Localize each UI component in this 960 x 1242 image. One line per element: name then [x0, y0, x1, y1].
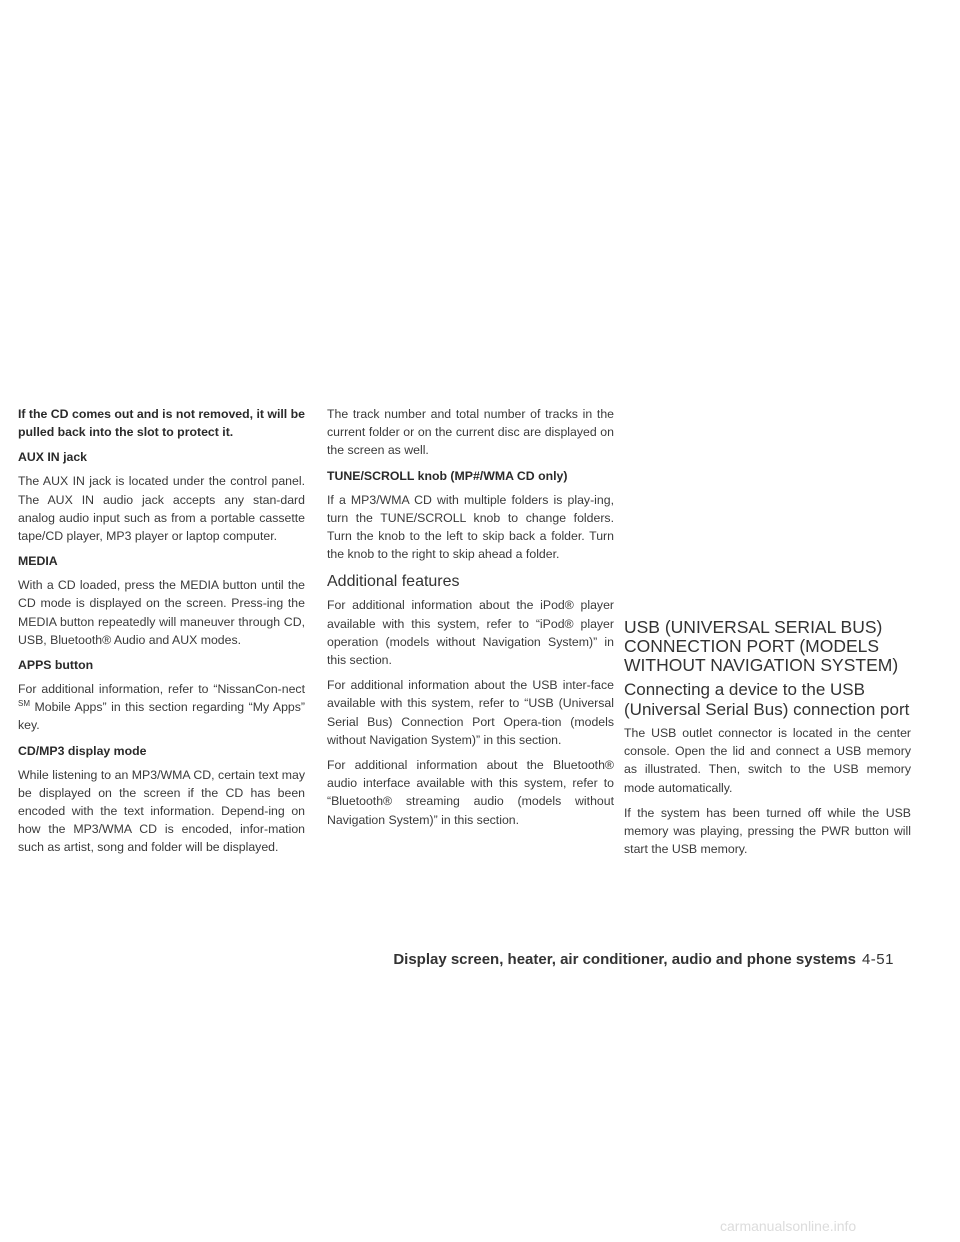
apps-heading: APPS button	[18, 658, 94, 673]
watermark: carmanualsonline.info	[720, 1218, 857, 1234]
usb-paragraph: For additional information about the USB inter-face available with this system, refer to “USB (Universal Serial Bus) Connection Port Opera-tion (models without Navigation System)” in this section.	[327, 678, 614, 747]
page-number: 4-51	[861, 951, 894, 968]
additional-features-heading: Additional features	[327, 573, 460, 591]
usb-resume-paragraph: If the system has been turned off while the USB memory was playing, pressing the PWR button will start the USB memory.	[624, 805, 911, 857]
media-heading: MEDIA	[18, 554, 58, 569]
aux-heading: AUX IN jack	[18, 450, 88, 465]
usb-section-heading: USB (UNIVERSAL SERIAL BUS) CONNECTION PORT (MODELS WITHOUT NAVIGATION SYSTEM)	[624, 617, 899, 675]
service-mark: SM	[18, 699, 30, 709]
middle-column	[327, 405, 614, 836]
usb-connect-heading: Connecting a device to the USB (Universal Serial Bus) connection port	[624, 680, 910, 719]
chapter-title: Display screen, heater, air conditioner, audio and phone systems	[393, 951, 856, 968]
cd-display-paragraph: While listening to an MP3/WMA CD, certain text may be displayed on the screen if the CD has been encoded with the text information. Depend-ing on how the MP3/WMA CD is encoded, infor-mation such as artist, song and folder will be displayed.	[18, 767, 305, 855]
cd-display-heading: CD/MP3 display mode	[18, 743, 147, 758]
media-paragraph: With a CD loaded, press the MEDIA button until the CD mode is displayed on the screen. Press-ing the MEDIA button repeatedly will maneuver through CD, USB, Bluetooth® Audio and AUX modes.	[18, 578, 305, 647]
bluetooth-paragraph: For additional information about the Bluetooth® audio interface available with this system, refer to “Bluetooth® streaming audio (models without Navigation System)” in this section.	[327, 758, 614, 827]
cd-protect-note: If the CD comes out and is not removed, it will be pulled back into the slot to protect it.	[18, 407, 305, 440]
aux-paragraph: The AUX IN jack is located under the control panel. The AUX IN audio jack accepts any stan-dard analog audio input such as from a portable cassette tape/CD player, MP3 player or laptop computer.	[18, 474, 305, 544]
tune-scroll-paragraph: If a MP3/WMA CD with multiple folders is play-ing, turn the TUNE/SCROLL knob to change folders. Turn the knob to the left to skip back a folder. Turn the knob to the right to skip ahead a folder.	[327, 492, 614, 562]
right-column	[624, 618, 911, 865]
usb-location-paragraph: The USB outlet connector is located in the center console. Open the lid and connect a USB memory as illustrated. Then, switch to the USB memory mode automatically.	[624, 726, 911, 795]
track-paragraph: The track number and total number of tracks in the current folder or on the current disc are displayed on the screen as well.	[327, 407, 614, 458]
apps-paragraph: For additional information, refer to “NissanCon-nect ℠ Mobile Apps” in this section regarding “My Apps” key.	[18, 682, 306, 733]
left-column	[18, 405, 305, 864]
tune-scroll-heading: TUNE/SCROLL knob (MP#/WMA CD only)	[327, 468, 568, 483]
ipod-paragraph: For additional information about the iPod® player available with this system, refer to “iPod® player operation (models without Navigation System)” in this section.	[327, 598, 614, 668]
page-footer	[393, 951, 894, 968]
